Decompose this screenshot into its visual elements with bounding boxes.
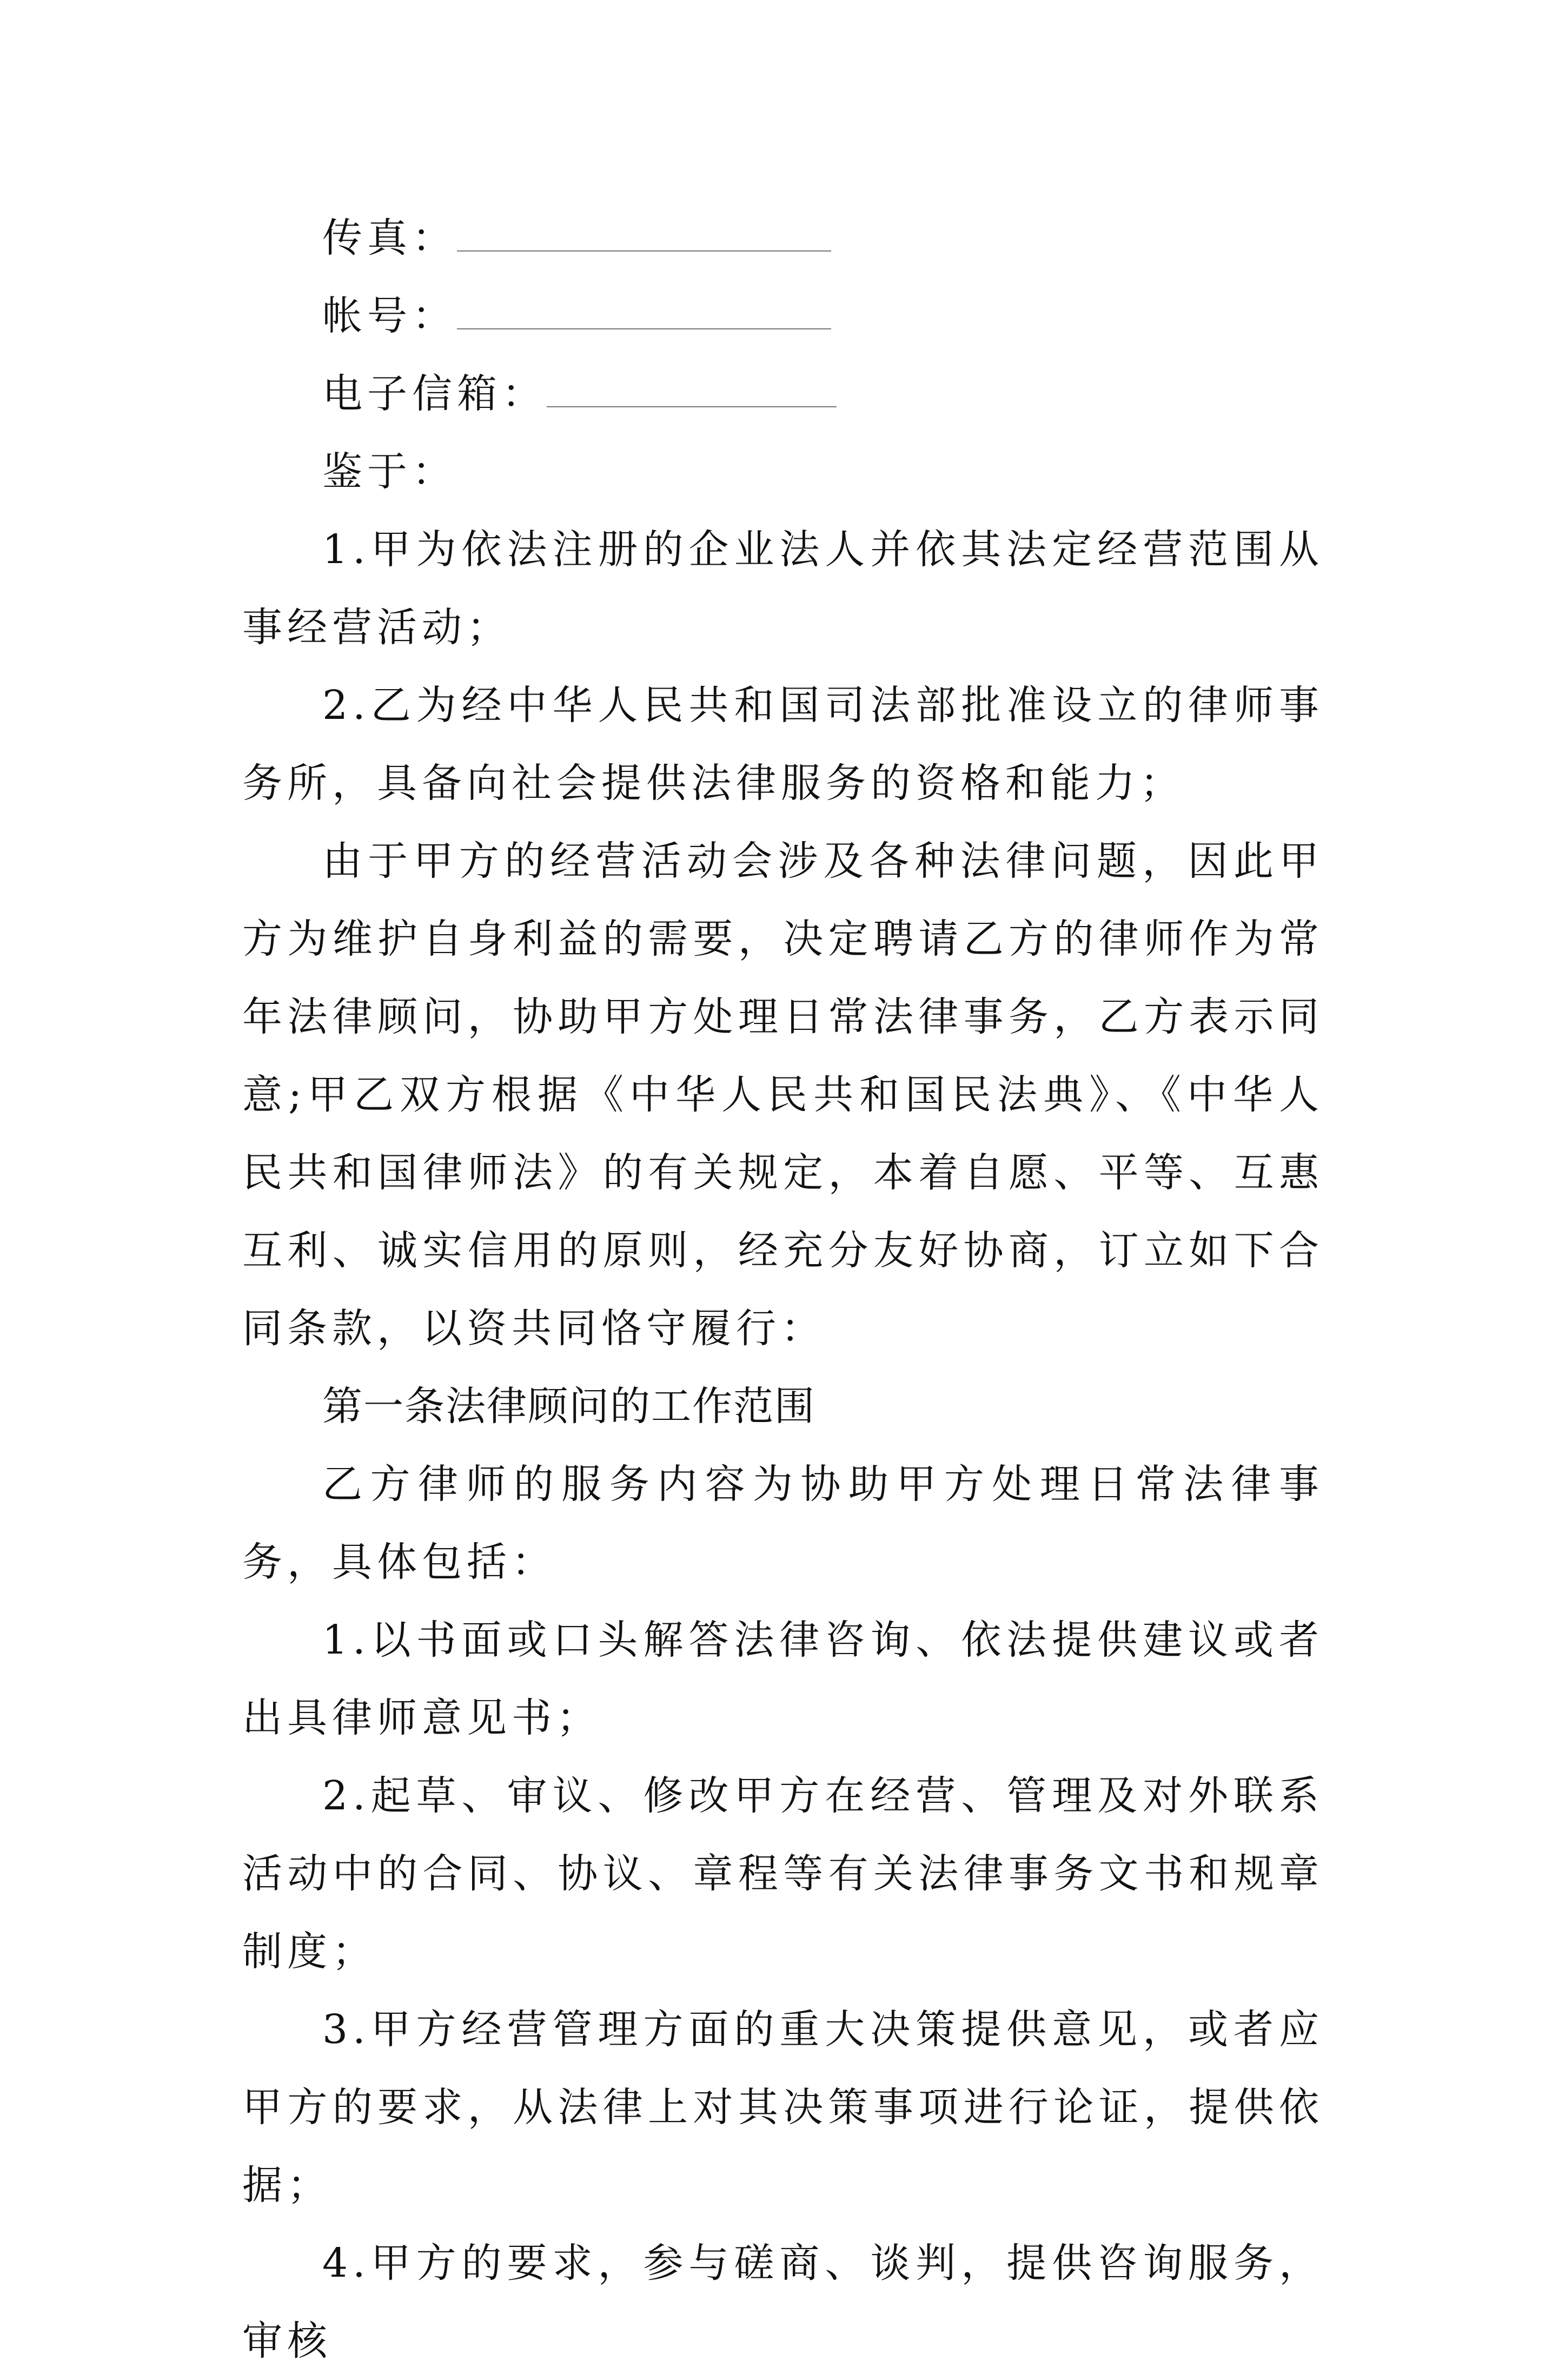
preamble-paragraph: 由于甲方的经营活动会涉及各种法律问题，因此甲方为维护自身利益的需要，决定聘请乙方的律师作为常年法律顾问，协助甲方处理日常法律事务，乙方表示同意;甲乙双方根据《中华人民共和国民法典》、《中华人民共和国律师法》的有关规定，本着自愿、平等、互惠互利、诚实信用的原则，经充分友好协商，订立如下合同条款，以资共同恪守履行： (242, 838, 1324, 1352)
document-body (242, 199, 1324, 2380)
whereas-item-1: 1.甲为依法注册的企业法人并依其法定经营范围从事经营活动； (242, 526, 1324, 651)
whereas-label: 鉴于： (322, 448, 457, 495)
article-1-item-1: 1.以书面或口头解答法律咨询、依法提供建议或者出具律师意见书； (242, 1617, 1324, 1741)
account-label: 帐号： (322, 293, 457, 339)
article-1-item-2: 2.起草、审议、修改甲方在经营、管理及对外联系活动中的合同、协议、章程等有关法律事务文书和规章制度； (242, 1773, 1324, 1975)
fax-blank-line[interactable] (457, 222, 831, 252)
email-blank-line[interactable] (547, 378, 837, 407)
whereas-item-2: 2.乙为经中华人民共和国司法部批准设立的律师事务所，具备向社会提供法律服务的资格和能力； (242, 682, 1324, 806)
article-1-item-3: 3.甲方经营管理方面的重大决策提供意见，或者应甲方的要求，从法律上对其决策事项进行论证，提供依据； (242, 2006, 1324, 2209)
article-1-intro: 乙方律师的服务内容为协助甲方处理日常法律事务，具体包括： (242, 1461, 1324, 1585)
account-blank-line[interactable] (457, 300, 831, 329)
article-1-item-4: 4.甲方的要求，参与磋商、谈判，提供咨询服务，审核 (242, 2240, 1324, 2364)
fax-field (242, 199, 1324, 277)
article-1-heading: 第一条法律顾问的工作范围 (322, 1383, 815, 1430)
email-label: 电子信箱： (322, 371, 547, 417)
email-field (242, 355, 1324, 433)
fax-label: 传真： (322, 215, 457, 261)
account-field (242, 277, 1324, 355)
